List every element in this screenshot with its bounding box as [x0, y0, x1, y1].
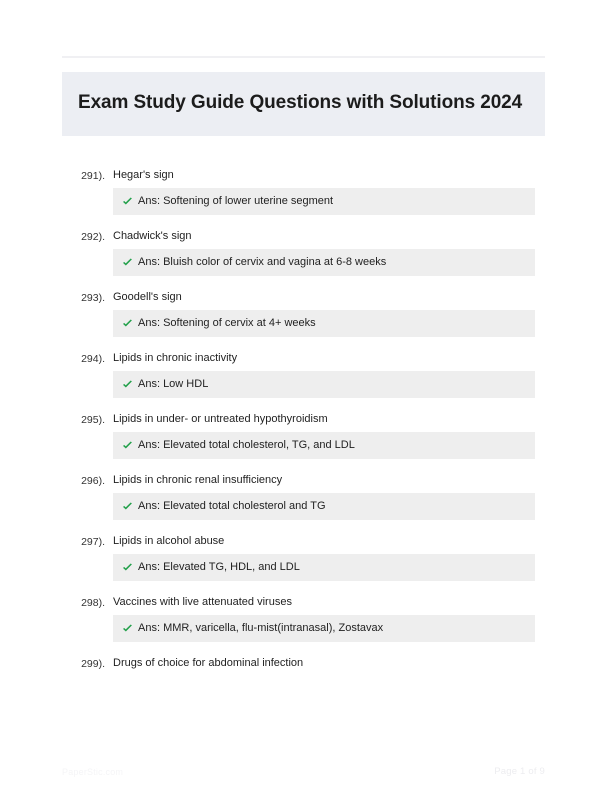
- question-number: 299).: [81, 658, 105, 670]
- check-icon: [122, 257, 133, 268]
- qa-item: [0, 223, 606, 276]
- answer-text: Ans: Softening of lower uterine segment: [138, 195, 334, 207]
- page-footer: [62, 766, 545, 777]
- question-number: 298).: [81, 597, 105, 609]
- question-number: 293).: [81, 292, 105, 304]
- answer-bar: [113, 371, 535, 398]
- question-text: Lipids in chronic inactivity: [113, 352, 238, 364]
- check-icon: [122, 562, 133, 573]
- question-text: Vaccines with live attenuated viruses: [113, 596, 292, 608]
- question-row: [0, 650, 606, 676]
- answer-bar: [113, 188, 535, 215]
- header-top-rule: [62, 56, 545, 58]
- qa-item: [0, 467, 606, 520]
- question-row: [0, 162, 606, 188]
- footer-page-number: Page 1 of 9: [494, 766, 545, 777]
- answer-text: Ans: Elevated total cholesterol and TG: [138, 500, 326, 512]
- question-row: [0, 589, 606, 615]
- check-icon: [122, 440, 133, 451]
- question-text: Lipids in chronic renal insufficiency: [113, 474, 283, 486]
- question-text: Hegar's sign: [113, 169, 174, 181]
- question-text: Goodell's sign: [113, 291, 182, 303]
- question-number: 294).: [81, 353, 105, 365]
- question-row: [0, 284, 606, 310]
- answer-text: Ans: Low HDL: [138, 378, 209, 390]
- answer-bar: [113, 554, 535, 581]
- question-answer-list: [0, 162, 606, 684]
- answer-text: Ans: Elevated total cholesterol, TG, and LDL: [138, 439, 355, 451]
- qa-item: [0, 528, 606, 581]
- question-number: 297).: [81, 536, 105, 548]
- qa-item: [0, 345, 606, 398]
- qa-item: [0, 406, 606, 459]
- answer-text: Ans: Bluish color of cervix and vagina at 6-8 weeks: [138, 256, 387, 268]
- question-row: [0, 528, 606, 554]
- question-row: [0, 345, 606, 371]
- answer-bar: [113, 493, 535, 520]
- qa-item: [0, 589, 606, 642]
- page-title: Exam Study Guide Questions with Solutions 2024: [78, 92, 523, 113]
- footer-brand-watermark: PaperStic.com: [62, 766, 124, 777]
- question-number: 291).: [81, 170, 105, 182]
- document-header: [62, 72, 545, 136]
- question-row: [0, 467, 606, 493]
- question-row: [0, 223, 606, 249]
- check-icon: [122, 379, 133, 390]
- qa-item: [0, 162, 606, 215]
- answer-text: Ans: Softening of cervix at 4+ weeks: [138, 317, 316, 329]
- question-text: Chadwick's sign: [113, 230, 192, 242]
- answer-bar: [113, 432, 535, 459]
- question-text: Lipids in under- or untreated hypothyroidism: [113, 413, 328, 425]
- qa-item: [0, 284, 606, 337]
- question-row: [0, 406, 606, 432]
- question-number: 292).: [81, 231, 105, 243]
- question-text: Lipids in alcohol abuse: [113, 535, 225, 547]
- answer-bar: [113, 310, 535, 337]
- check-icon: [122, 196, 133, 207]
- answer-text: Ans: Elevated TG, HDL, and LDL: [138, 561, 300, 573]
- answer-text: Ans: MMR, varicella, flu-mist(intranasal), Zostavax: [138, 622, 384, 634]
- check-icon: [122, 501, 133, 512]
- question-number: 296).: [81, 475, 105, 487]
- answer-bar: [113, 615, 535, 642]
- question-number: 295).: [81, 414, 105, 426]
- answer-bar: [113, 249, 535, 276]
- qa-item: [0, 650, 606, 676]
- question-text: Drugs of choice for abdominal infection: [113, 657, 304, 669]
- check-icon: [122, 623, 133, 634]
- check-icon: [122, 318, 133, 329]
